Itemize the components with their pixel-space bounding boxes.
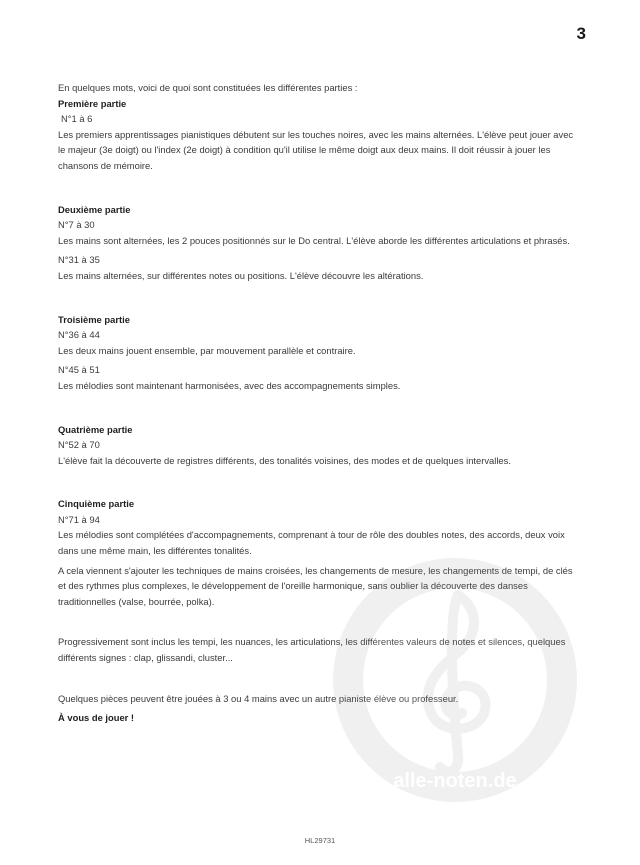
footer-code: HL29731: [304, 836, 336, 845]
section-cinquieme-partie: [58, 496, 578, 609]
section-text: Les mélodies sont complétées d'accompagnements, comprenant à tour de rôle des doubles notes, des accords, deux voix dans une même main, les différentes tonalités.: [58, 529, 565, 557]
section-text: Les mélodies sont maintenant harmonisées, avec des accompagnements simples.: [58, 379, 401, 391]
section-text: Les mains sont alternées, les 2 pouces positionnés sur le Do central. L'élève aborde les différentes articulations et phrasés.: [58, 234, 570, 246]
intro-text: En quelques mots, voici de quoi sont constituées les différentes parties :: [58, 82, 358, 93]
progressive-text: Progressivement sont inclus les tempi, les nuances, les articulations, les différentes valeurs de notes et silences, quelques différents signes : clap, glissandi, cluster...: [58, 636, 566, 664]
section-range: N°31 à 35: [58, 254, 100, 266]
section-text: Les deux mains jouent ensemble, par mouvement parallèle et contraire.: [58, 344, 356, 356]
section-troisieme-partie: [58, 312, 578, 394]
section-range: N°36 à 44: [58, 329, 100, 341]
four-hands-text: Quelques pièces peuvent être jouées à 3 ou 4 mains avec un autre pianiste élève ou professeur.: [58, 692, 459, 704]
closing-text: À vous de jouer !: [58, 712, 135, 724]
section-premiere-partie: [58, 96, 578, 174]
section-range: N°45 à 51: [58, 364, 100, 376]
section-range: N°7 à 30: [58, 219, 95, 231]
section-title: Cinquième partie: [58, 498, 135, 510]
section-range: N°1 à 6: [61, 113, 93, 125]
page-number: 3: [576, 24, 586, 43]
section-text: Les premiers apprentissages pianistiques débutent sur les touches noires, avec les mains alternées. L'élève peut jouer avec le majeur (3e doigt) ou l'index (2e doigt) à condition qu'il utilise le même doigt aux deux mains. Il doit réussir à jouer les chansons de mémoire.: [58, 128, 574, 171]
section-text: Les mains alternées, sur différentes notes ou positions. L'élève découvre les altérations.: [58, 269, 424, 281]
section-title: Quatrième partie: [58, 423, 133, 435]
section-text: A cela viennent s'ajouter les techniques de mains croisées, les changements de mesure, les changements de tempi, de clés et des rythmes plus complexes, le développement de l'oreille harmonique, sans oublier la découverte des danses traditionnelles (valse, bourrée, polka).: [58, 564, 573, 607]
watermark-text: alle-noten.de: [393, 770, 517, 792]
document-body: [58, 80, 578, 726]
section-text: L'élève fait la découverte de registres différents, des tonalités voisines, des modes et de quelques intervalles.: [58, 454, 511, 466]
section-title: Première partie: [58, 97, 127, 109]
section-range: N°52 à 70: [58, 439, 100, 451]
section-deuxieme-partie: [58, 202, 578, 284]
section-title: Deuxième partie: [58, 203, 131, 215]
section-range: N°71 à 94: [58, 513, 100, 525]
section-quatrieme-partie: [58, 422, 578, 469]
section-title: Troisième partie: [58, 313, 130, 325]
